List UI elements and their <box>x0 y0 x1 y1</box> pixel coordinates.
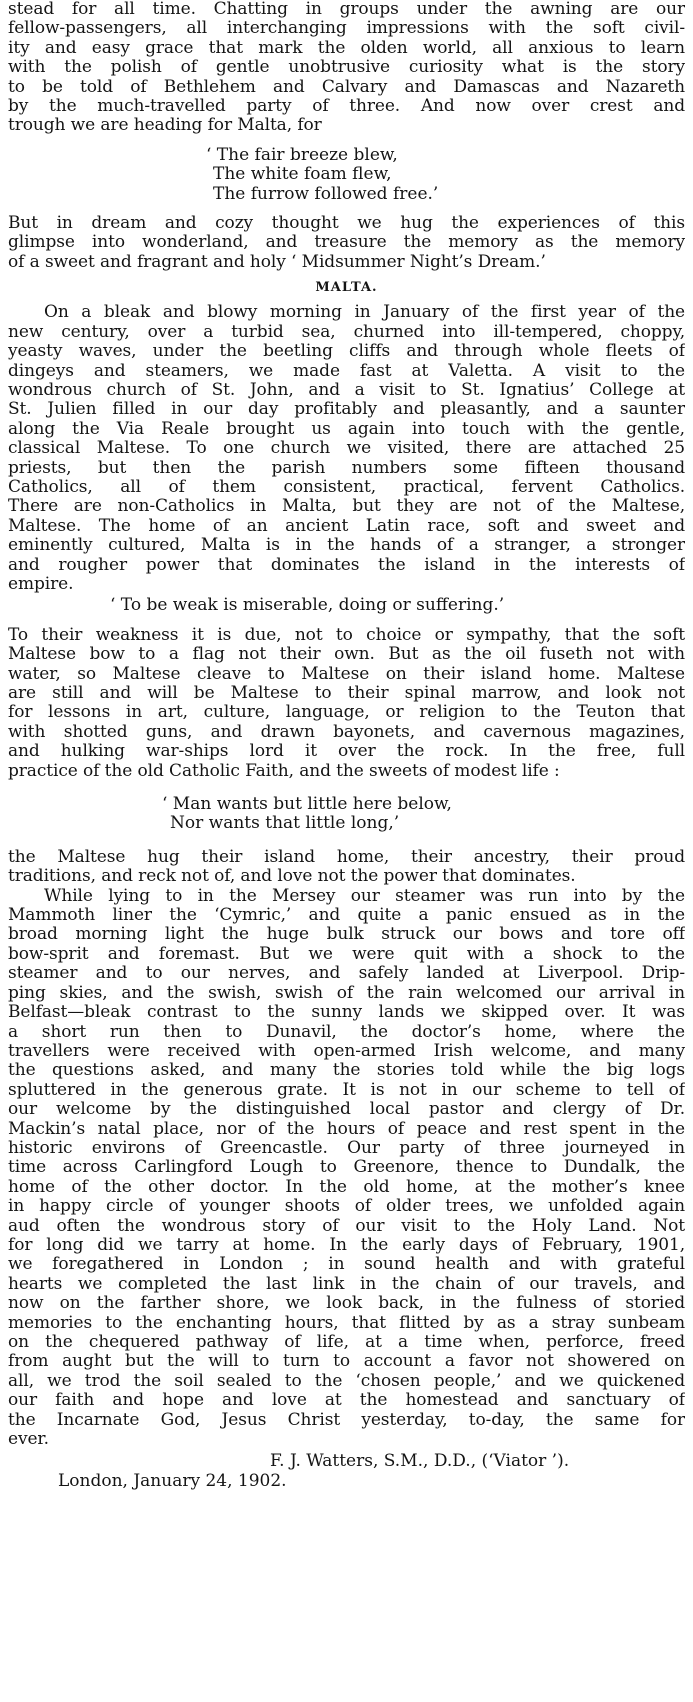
intro-paragraph <box>8 0 685 136</box>
text-line: On a bleak and blowy morning in January of the first year of the <box>44 303 685 323</box>
text-line: Maltese. The home of an ancient Latin race, soft and sweet and <box>8 516 685 536</box>
text-line: along the Via Reale brought us again into touch with the gentle, <box>8 419 685 439</box>
text-line: ping skies, and the swish, swish of the rain welcomed our arrival in <box>8 983 685 1003</box>
text-line: aud often the wondrous story of our visit to the Holy Land. Not <box>8 1216 685 1236</box>
verse-line: ‘ Man wants but little here below, <box>162 794 452 815</box>
text-line: a short run then to Dunavil, the doctor’s home, where the <box>8 1022 685 1042</box>
weakness-paragraph <box>8 626 685 781</box>
verse-line: Nor wants that little long,’ <box>170 813 400 834</box>
text-line: traditions, and reck not of, and love not the power that dominates. <box>8 867 576 887</box>
text-line: from aught but the will to turn to account a favor not showered on <box>8 1352 685 1372</box>
text-line: To their weakness it is due, not to choice or sympathy, that the soft <box>8 625 685 645</box>
mersey-paragraph <box>8 887 685 1450</box>
text-line: Mammoth liner the ‘Cymric,’ and quite a panic ensued as in the <box>8 906 685 926</box>
text-line: new century, over a turbid sea, churned into ill-tempered, choppy, <box>8 322 685 342</box>
text-line: Catholics, all of them consistent, practical, fervent Catholics. <box>8 477 685 497</box>
text-line: we foregathered in London ; in sound health and with grateful <box>8 1255 685 1275</box>
text-line: with the polish of gentle unobtrusive curiosity what is the story <box>8 58 685 78</box>
text-line: classical Maltese. To one church we visited, there are attached 25 <box>8 439 685 459</box>
text-line: yeasty waves, under the beetling cliffs and through whole fleets of <box>8 342 685 362</box>
text-line: While lying to in the Mersey our steamer was run into by the <box>44 886 685 906</box>
text-line: our welcome by the distinguished local pastor and clergy of Dr. <box>8 1100 685 1120</box>
text-line: memories to the enchanting hours, that flitted by as a stray sunbeam <box>8 1313 685 1333</box>
text-line: wondrous church of St. John, and a visit to St. Ignatius’ College at <box>8 380 685 400</box>
text-line: ity and easy grace that mark the olden world, all anxious to learn <box>8 38 685 58</box>
text-line: Mackin’s natal place, nor of the hours of peace and rest spent in the <box>8 1119 685 1139</box>
text-line: hearts we completed the last link in the chain of our travels, and <box>8 1274 685 1294</box>
verse-fair-breeze <box>8 146 685 204</box>
text-line: bow-sprit and foremast. But we were quit with a shock to the <box>8 944 685 964</box>
text-line: trough we are heading for Malta, for <box>8 116 322 136</box>
text-line: time across Carlingford Lough to Greenore, thence to Dundalk, the <box>8 1158 685 1178</box>
verse-line: ‘ The fair breeze blew, <box>206 144 398 165</box>
text-line: and hulking war-ships lord it over the rock. In the free, full <box>8 742 685 762</box>
text-line: and rougher power that dominates the island in the interests of <box>8 555 685 575</box>
text-line: all, we trod the soil sealed to the ‘chosen people,’ and we quickened <box>8 1371 685 1391</box>
text-line: now on the farther shore, we look back, in the fulness of storied <box>8 1294 685 1314</box>
text-line: for long did we tarry at home. In the early days of February, 1901, <box>8 1235 685 1255</box>
text-line: our faith and hope and love at the homestead and sanctuary of <box>8 1391 685 1411</box>
hug-paragraph <box>8 848 685 887</box>
text-line: But in dream and cozy thought we hug the experiences of this <box>8 214 685 234</box>
verse-line: The white foam flew, <box>213 164 392 185</box>
verse-line: The furrow followed free.’ <box>213 183 439 204</box>
text-line: empire. <box>8 574 74 594</box>
text-line: the Incarnate God, Jesus Christ yesterday, to-day, the same for <box>8 1410 685 1430</box>
text-line: glimpse into wonderland, and treasure the memory as the memory <box>8 233 685 253</box>
text-line: with shotted guns, and drawn bayonets, and cavernous magazines, <box>8 722 685 742</box>
text-line: for lessons in art, culture, language, or religion to the Teuton that <box>8 703 685 723</box>
verse-man-wants <box>8 795 685 834</box>
text-line: There are non-Catholics in Malta, but they are not of the Maltese, <box>8 497 685 517</box>
text-line: practice of the old Catholic Faith, and the sweets of modest life : <box>8 761 560 781</box>
quote-weak-miserable: ‘ To be weak is miserable, doing or suffering.’ <box>110 595 505 616</box>
text-line: eminently cultured, Malta is in the hands of a stranger, a stronger <box>8 536 685 556</box>
text-line: fellow-passengers, all interchanging impressions with the soft civil- <box>8 19 685 39</box>
text-line: historic environs of Greencastle. Our party of three journeyed in <box>8 1138 685 1158</box>
text-line: Belfast—bleak contrast to the sunny lands we skipped over. It was <box>8 1003 685 1023</box>
text-line: in happy circle of younger shoots of older trees, we unfolded again <box>8 1197 685 1217</box>
text-line: are still and will be Maltese to their spinal marrow, and look not <box>8 684 685 703</box>
text-line: priests, but then the parish numbers some fifteen thousand <box>8 458 685 478</box>
malta-paragraph <box>8 303 685 594</box>
text-line: by the much-travelled party of three. And now over crest and <box>8 97 685 117</box>
text-line: spluttered in the generous grate. It is not in our scheme to tell of <box>8 1080 685 1100</box>
section-heading-malta: MALTA. <box>315 280 378 296</box>
text-line: dingeys and steamers, we made fast at Valetta. A visit to the <box>8 361 685 381</box>
text-line: the Maltese hug their island home, their ancestry, their proud <box>8 847 685 867</box>
text-line: home of the other doctor. In the old home, at the mother’s knee <box>8 1177 685 1197</box>
text-line: Maltese bow to a flag not their own. But as the oil fuseth not with <box>8 645 685 665</box>
text-line: travellers were received with open-armed Irish welcome, and many <box>8 1041 685 1061</box>
text-line: of a sweet and fragrant and holy ‘ Midsummer Night’s Dream.’ <box>8 252 546 272</box>
text-line: stead for all time. Chatting in groups under the awning are our <box>8 0 685 19</box>
dream-paragraph <box>8 214 685 272</box>
text-line: steamer and to our nerves, and safely landed at Liverpool. Drip- <box>8 964 685 984</box>
author-signature: F. J. Watters, S.M., D.D., (‘Viator ’). <box>270 1451 570 1472</box>
text-line: broad morning light the huge bulk struck our bows and tore off <box>8 925 685 945</box>
text-line: on the chequered pathway of life, at a time when, perforce, freed <box>8 1333 685 1352</box>
text-line: water, so Maltese cleave to Maltese on their island home. Maltese <box>8 664 685 684</box>
text-line: St. Julien filled in our day profitably and pleasantly, and a saunter <box>8 400 685 420</box>
text-line: ever. <box>8 1430 49 1450</box>
place-and-date: London, January 24, 1902. <box>58 1471 287 1492</box>
text-line: the questions asked, and many the stories told while the big logs <box>8 1061 685 1081</box>
text-line: to be told of Bethlehem and Calvary and Damascas and Nazareth <box>8 77 685 97</box>
